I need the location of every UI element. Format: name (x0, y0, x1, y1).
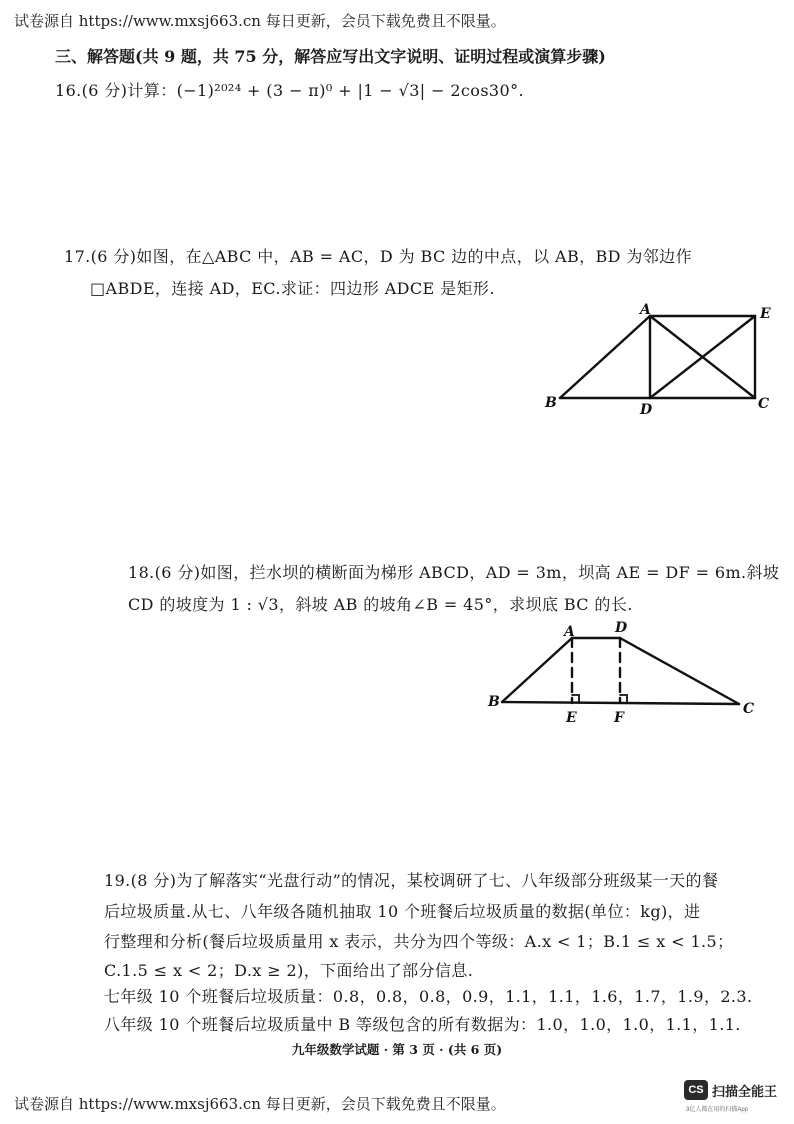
q17-label-c: C (758, 396, 770, 412)
question-16: 16.(6 分)计算：(−1)²⁰²⁴ + (3 − π)⁰ + |1 − √3| − 2cos30°. (55, 81, 524, 100)
scanner-logo-icon: CS (684, 1080, 708, 1100)
q18-label-e: E (566, 710, 577, 726)
question-19-line-6: 八年级 10 个班餐后垃圾质量中 B 等级包含的所有数据为：1.0，1.0，1.0，1.1，1.1. (104, 1015, 741, 1034)
question-17-line-1: 17.(6 分)如图，在△ABC 中，AB = AC，D 为 BC 边的中点，以 AB，BD 为邻边作 (64, 247, 692, 266)
q17-label-e: E (760, 306, 771, 322)
q17-segment-ab (560, 316, 650, 398)
question-17-line-2: □ABDE，连接 AD，EC.求证：四边形 ADCE 是矩形. (90, 279, 495, 298)
q17-label-d: D (640, 402, 653, 418)
q18-label-a: A (564, 624, 575, 640)
q18-label-c: C (743, 701, 755, 717)
source-banner-bottom: 试卷源自 https://www.mxsj663.cn 每日更新，会员下载免费且不限量。 (14, 1095, 506, 1113)
q18-label-d: D (615, 620, 628, 636)
page-footer: 九年级数学试题 · 第 3 页 · (共 6 页) (291, 1042, 503, 1057)
question-19-line-2: 后垃圾质量.从七、八年级各随机抽取 10 个班餐后垃圾质量的数据(单位：kg)，进 (104, 902, 701, 921)
section-heading: 三、解答题(共 9 题，共 75 分，解答应写出文字说明、证明过程或演算步骤) (55, 47, 606, 66)
q17-label-a: A (640, 302, 651, 318)
question-19-line-1: 19.(8 分)为了解落实“光盘行动”的情况，某校调研了七、八年级部分班级某一天的餐 (104, 871, 719, 890)
q17-label-b: B (545, 395, 557, 411)
question-18-line-2: CD 的坡度为 1 : √3，斜坡 AB 的坡角∠B = 45°，求坝底 BC 的长. (128, 595, 633, 614)
question-19-line-5: 七年级 10 个班餐后垃圾质量：0.8，0.8，0.8，0.9，1.1，1.1，1.6，1.7，1.9，2.3. (104, 987, 753, 1006)
source-banner-top: 试卷源自 https://www.mxsj663.cn 每日更新，会员下载免费且不限量。 (14, 12, 506, 30)
q18-label-b: B (488, 694, 500, 710)
question-18-line-1: 18.(6 分)如图，拦水坝的横断面为梯形 ABCD，AD = 3m，坝高 AE = DF = 6m.斜坡 (128, 563, 780, 582)
q18-segment-dc (620, 638, 739, 704)
q18-label-f: F (614, 710, 624, 726)
scanner-name: 扫描全能王 (712, 1084, 778, 1099)
q18-trapezoid-figure (484, 618, 764, 728)
question-19-line-3: 行整理和分析(餐后垃圾质量用 x 表示，共分为四个等级：A.x < 1；B.1 ≤ x < 1.5； (104, 932, 734, 951)
scanner-tagline: 3亿人都在用的扫描App (686, 1107, 749, 1113)
q18-segment-ba (502, 638, 572, 702)
q17-rectangle-figure (540, 300, 780, 420)
question-19-line-4: C.1.5 ≤ x < 2；D.x ≥ 2)，下面给出了部分信息. (104, 961, 474, 980)
